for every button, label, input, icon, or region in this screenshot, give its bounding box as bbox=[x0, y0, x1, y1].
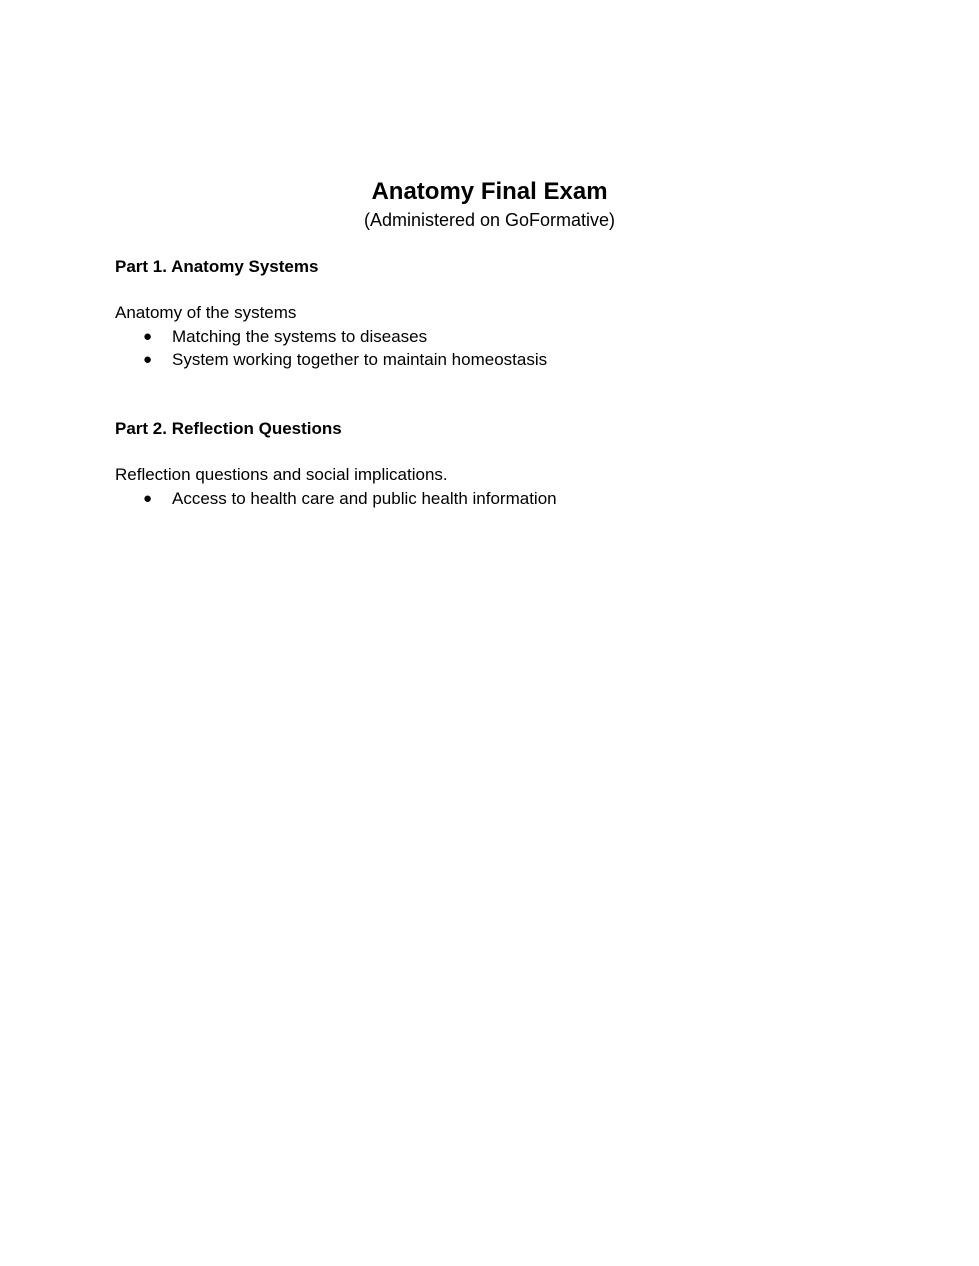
bullet-icon: ● bbox=[143, 328, 153, 345]
section-intro: Anatomy of the systems bbox=[115, 303, 297, 322]
section-part-2 bbox=[115, 418, 875, 510]
section-part-1 bbox=[115, 256, 875, 371]
section-intro: Reflection questions and social implications. bbox=[115, 465, 448, 484]
bullet-list bbox=[115, 325, 875, 371]
bullet-icon: ● bbox=[143, 490, 153, 507]
list-item-text: Access to health care and public health information bbox=[172, 489, 557, 508]
list-item-text: System working together to maintain homeostasis bbox=[172, 350, 548, 369]
list-item-text: Matching the systems to diseases bbox=[172, 327, 428, 346]
list-item bbox=[115, 325, 875, 348]
document-subtitle: (Administered on GoFormative) bbox=[363, 210, 616, 230]
bullet-list bbox=[115, 487, 875, 510]
bullet-icon: ● bbox=[143, 351, 153, 368]
section-heading: Part 1. Anatomy Systems bbox=[115, 257, 319, 276]
list-item bbox=[115, 487, 875, 510]
section-heading: Part 2. Reflection Questions bbox=[115, 419, 342, 438]
list-item bbox=[115, 348, 875, 371]
document-title: Anatomy Final Exam bbox=[371, 178, 608, 205]
